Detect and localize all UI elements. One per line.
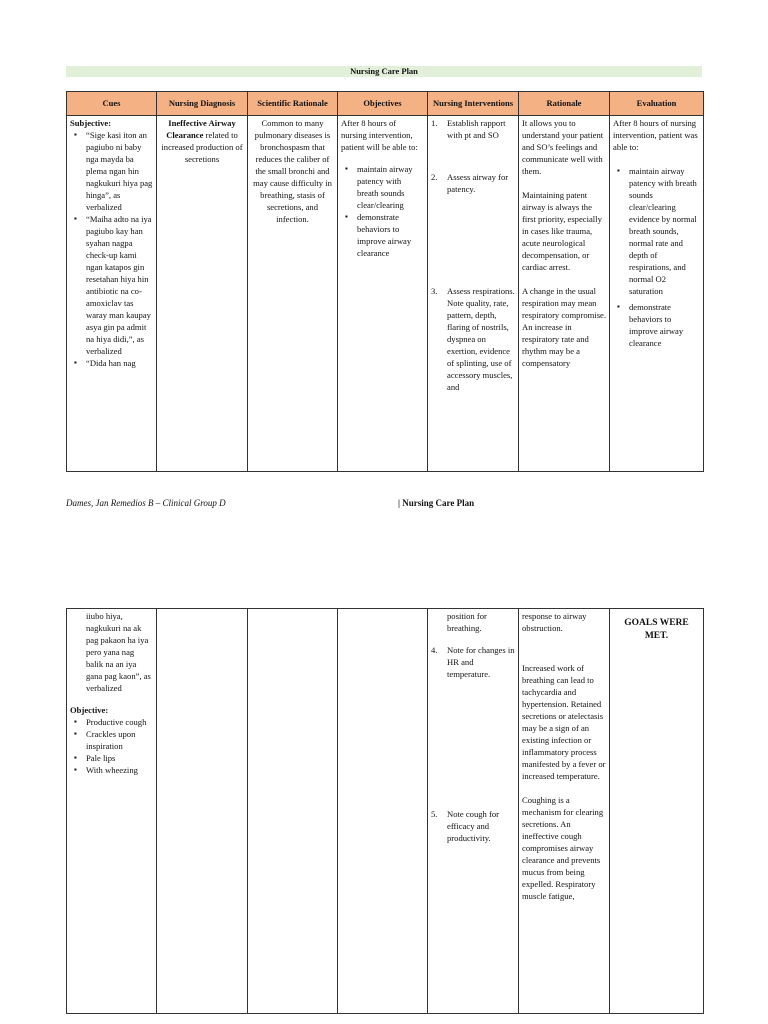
rationale-item: Increased work of breathing can lead to tachycardia and hypertension. Retained secretions or atelectasis may be a sign of an existing infection or inflammatory process manifested by a fever or increased temperature. — [522, 663, 606, 781]
objective-cue: ▪ Productive cough — [86, 716, 153, 728]
intervention-continued: position for breathing. — [447, 611, 487, 633]
intervention-item: 1. Establish rapport with pt and SO — [431, 118, 506, 140]
objective-heading: Objective: — [70, 705, 109, 715]
rationale-cell — [519, 609, 610, 1014]
rationale-item: A change in the usual respiration may mean respiratory compromise. An increase in respiratory rate and rhythm may be a compensatory — [522, 286, 607, 368]
scientific-rationale-cell: Common to many pulmonary diseases is bronchospasm that reduces the caliber of the small bronchi and may cause difficulty in breathing, stasis of secretions, and infection. — [248, 116, 338, 472]
scientific-rationale-cell — [248, 609, 338, 1014]
objectives-intro: After 8 hours of nursing intervention, patient will be able to: — [341, 118, 418, 152]
cue-continued: iiubo hiya, nagkukuri na ak pag pakaon ha iya pero yana nag balik na an iya gana pag kaon”, as verbalized — [86, 611, 151, 693]
objective-item: ▪ maintain airway patency with breath sounds clear/clearing — [357, 163, 424, 211]
cues-cell — [67, 609, 157, 1014]
rationale-item: It allows you to understand your patient and SO’s feelings and communicate well with them. — [522, 118, 604, 176]
header-rationale: Rationale — [519, 92, 610, 116]
cues-cell — [67, 116, 157, 472]
header-interventions: Nursing Interventions — [428, 92, 519, 116]
header-objectives: Objectives — [338, 92, 428, 116]
intervention-item: 3. Assess respirations. Note quality, rate, pattern, depth, flaring of nostrils, dyspnea on exertion, evidence of splinting, use of accessory muscles, and — [431, 286, 515, 392]
rationale-item: Coughing is a mechanism for clearing secretions. An ineffective cough compromises airway clearance and prevents mucus from being expelled. Respiratory muscle fatigue, — [522, 795, 604, 901]
evaluation-item: ▪ maintain airway patency with breath sounds clear/clearing evidence by normal breath sounds, normal rate and depth of respirations, and normal O2 saturation — [629, 165, 700, 297]
rationale-item: Maintaining patent airway is always the first priority, especially in cases like trauma, acute neurological decompensation, or cardiac arrest. — [522, 190, 602, 272]
diagnosis-label: Ineffective Airway Clearance — [166, 118, 236, 140]
rationale-cell — [519, 116, 610, 472]
interventions-cell — [428, 116, 519, 472]
footer-author: Dames, Jan Remedios B – Clinical Group D — [66, 498, 226, 508]
evaluation-cell — [610, 116, 704, 472]
diagnosis-cell — [157, 609, 248, 1014]
goals-met: GOALS WERE MET. — [610, 609, 704, 1014]
evaluation-item: ▪ demonstrate behaviors to improve airway clearance — [629, 301, 700, 349]
objectives-cell — [338, 609, 428, 1014]
header-scientific-rationale: Scientific Rationale — [248, 92, 338, 116]
intervention-item: 4. Note for changes in HR and temperature. — [431, 645, 515, 679]
objectives-cell — [338, 116, 428, 472]
cue-item: ▪ “Sige kasi iton an pagiubo ni baby nga mayda ba plema ngan hin nagkukuri hiya pag hinga”, as verbalized — [86, 129, 153, 213]
care-plan-table-page1 — [66, 91, 704, 472]
objective-cue: ▪ Crackles upon inspiration — [86, 728, 153, 752]
header-diagnosis: Nursing Diagnosis — [157, 92, 248, 116]
header-evaluation: Evaluation — [610, 92, 704, 116]
footer-title: | Nursing Care Plan — [398, 498, 475, 508]
page-title: Nursing Care Plan — [66, 66, 702, 77]
evaluation-intro: After 8 hours of nursing intervention, patient was able to: — [613, 118, 698, 152]
care-plan-table-page2 — [66, 608, 704, 1014]
objective-item: ▪ demonstrate behaviors to improve airway clearance — [357, 211, 424, 259]
intervention-item: 5. Note cough for efficacy and productivity. — [431, 809, 500, 843]
header-cues: Cues — [67, 92, 157, 116]
objective-cue: ▪ Pale lips — [86, 752, 153, 764]
cue-item: ▪ “Maiha adto na iya pagiubo kay han syahan nagpa check-up kami ngan katapos gin resetahan hiya hin antibiotic na co-amoxiclav tas waray man kaupay asya gin pa admit na hiya didi,”, as verbalized — [86, 213, 153, 357]
objective-cue: ▪ With wheezing — [86, 764, 153, 776]
diagnosis-cell — [157, 116, 248, 472]
interventions-cell — [428, 609, 519, 1014]
intervention-item: 2. Assess airway for patency. — [431, 172, 509, 194]
diagnosis-text: related to increased production of secretions — [161, 130, 243, 164]
cue-item: ▪ “Dida han nag — [86, 357, 153, 369]
rationale-item: response to airway obstruction. — [522, 611, 587, 633]
subjective-heading: Subjective: — [70, 118, 112, 128]
